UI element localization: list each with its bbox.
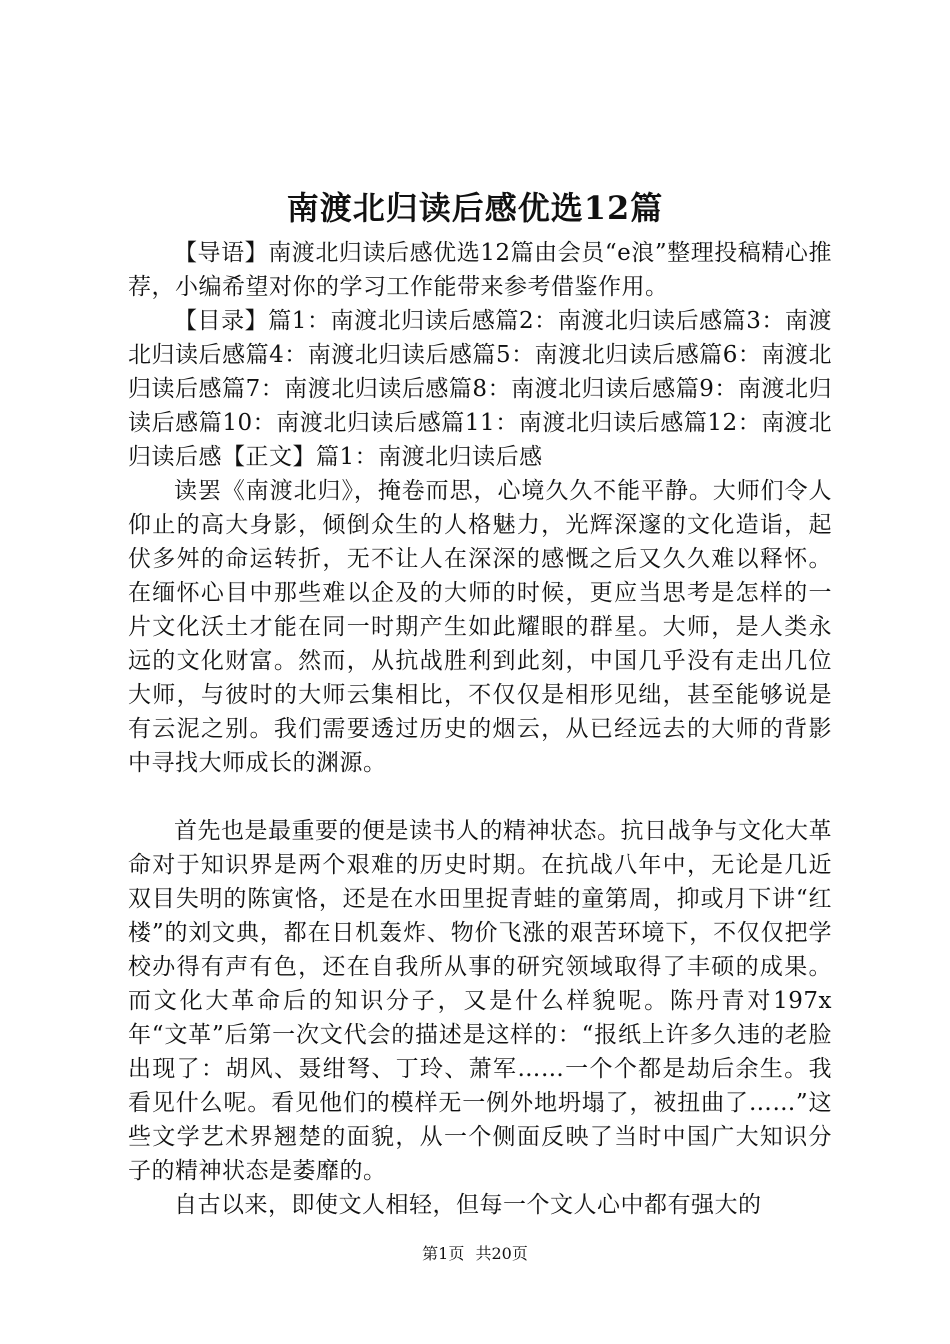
toc-paragraph: 【目录】篇1：南渡北归读后感篇2：南渡北归读后感篇3：南渡北归读后感篇4：南渡北归读后感篇5：南渡北归读后感篇6：南渡北归读后感篇7：南渡北归读后感篇8：南渡北归读后感篇9：南渡北归读后感篇10：南渡北归读后感篇11：南渡北归读后感篇12：南渡北归读后感【正文】篇1：南渡北归读后感 [128,308,832,470]
page-total: 共20页 [475,1244,528,1263]
page-footer [0,1242,950,1266]
body-paragraph-3: 自古以来，即使文人相轻，但每一个文人心中都有强大的 [174,1192,762,1218]
intro-paragraph: 【导语】南渡北归读后感优选12篇由会员“e浪”整理投稿精心推荐，小编希望对你的学习工作能带来参考借鉴作用。 [128,240,832,300]
document-title: 南渡北归读后感优选12篇 [286,189,664,227]
document-body [128,236,832,1222]
body-paragraph-1: 读罢《南渡北归》，掩卷而思，心境久久不能平静。大师们令人仰止的高大身影，倾倒众生的人格魅力，光辉深邃的文化造诣，起伏多舛的命运转折，无不让人在深深的感慨之后又久久难以释怀。在缅怀心目中那些难以企及的大师的时候，更应当思考是怎样的一片文化沃土才能在同一时期产生如此耀眼的群星。大师，是人类永远的文化财富。然而，从抗战胜利到此刻，中国几乎没有走出几位大师，与彼时的大师云集相比，不仅仅是相形见绌，甚至能够说是有云泥之别。我们需要透过历史的烟云，从已经远去的大师的背影中寻找大师成长的渊源。 [128,478,832,776]
page-number: 第1页 [422,1244,465,1263]
body-paragraph-2: 首先也是最重要的便是读书人的精神状态。抗日战争与文化大革命对于知识界是两个艰难的历史时期。在抗战八年中，无论是几近双目失明的陈寅恪，还是在水田里捉青蛙的童第周，抑或月下讲“红楼”的刘文典，都在日机轰炸、物价飞涨的艰苦环境下，不仅仅把学校办得有声有色，还在自我所从事的研究领域取得了丰硕的成果。而文化大革命后的知识分子，又是什么样貌呢。陈丹青对197x年“文革”后第一次文代会的描述是这样的：“报纸上许多久违的老脸出现了：胡风、聂绀弩、丁玲、萧军……一个个都是劫后余生。我看见什么呢。看见他们的模样无一例外地坍塌了，被扭曲了……”这些文学艺术界翘楚的面貌，从一个侧面反映了当时中国广大知识分子的精神状态是萎靡的。 [128,818,832,1184]
